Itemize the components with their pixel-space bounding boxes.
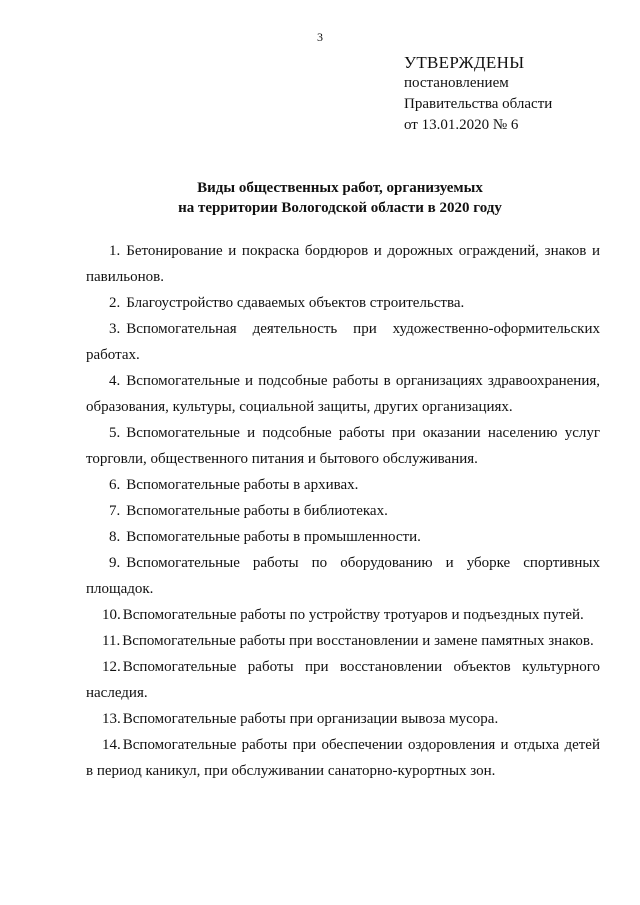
list-item (86, 524, 600, 550)
approval-line-3: от 13.01.2020 № 6 (404, 117, 519, 133)
list-item-number: 2. (109, 295, 121, 311)
approval-title: УТВЕРЖДЕНЫ (404, 53, 525, 72)
list-item (86, 290, 600, 316)
list-item-number: 13. (102, 711, 121, 727)
list-item-number: 6. (109, 477, 121, 493)
list-item (86, 550, 600, 602)
approval-line-1: постановлением (404, 75, 509, 91)
list-item-number: 9. (109, 555, 121, 571)
list-item-text: Бетонирование и покраска бордюров и дорожных ограждений, знаков и павильонов. (86, 243, 600, 285)
list-item-text: Вспомогательные работы в архивах. (126, 477, 359, 493)
list-item-text: Вспомогательные работы в промышленности. (126, 529, 421, 545)
list-item (86, 368, 600, 420)
list-item-text: Вспомогательные и подсобные работы при оказании населению услуг торговли, общественного питания и бытового обслуживания. (86, 425, 600, 467)
list-item-number: 10. (102, 607, 121, 623)
work-types-list (86, 238, 600, 784)
list-item-text: Вспомогательные работы при восстановлении и замене памятных знаков. (122, 633, 594, 649)
approval-line-2: Правительства области (404, 96, 553, 112)
list-item-text: Вспомогательные работы по устройству тротуаров и подъездных путей. (122, 607, 584, 623)
document-title (0, 178, 640, 218)
list-item-text: Вспомогательные работы в библиотеках. (126, 503, 388, 519)
list-item-text: Благоустройство сдаваемых объектов строительства. (126, 295, 465, 311)
list-item (86, 602, 600, 628)
list-item-text: Вспомогательная деятельность при художественно-оформительских работах. (86, 321, 600, 363)
list-item-number: 1. (109, 243, 121, 259)
list-item-text: Вспомогательные и подсобные работы в организациях здравоохранения, образования, культуры, социальной защиты, других организациях. (86, 373, 600, 415)
document-title-line-2: на территории Вологодской области в 2020 году (178, 200, 502, 216)
list-item-number: 3. (109, 321, 121, 337)
page-number: 3 (317, 30, 323, 44)
list-item-number: 12. (102, 659, 121, 675)
list-item-number: 4. (109, 373, 121, 389)
list-item (86, 238, 600, 290)
list-item (86, 628, 600, 654)
list-item-text: Вспомогательные работы по оборудованию и уборке спортивных площадок. (86, 555, 600, 597)
list-item (86, 732, 600, 784)
list-item-number: 14. (102, 737, 121, 753)
approval-block (404, 52, 552, 136)
list-item (86, 420, 600, 472)
list-item-text: Вспомогательные работы при восстановлении объектов культурного наследия. (86, 659, 600, 701)
list-item (86, 706, 600, 732)
list-item (86, 316, 600, 368)
list-item (86, 654, 600, 706)
list-item-text: Вспомогательные работы при обеспечении оздоровления и отдыха детей в период каникул, при обслуживании санаторно-курортных зон. (86, 737, 600, 779)
list-item-number: 5. (109, 425, 121, 441)
list-item-text: Вспомогательные работы при организации вывоза мусора. (122, 711, 499, 727)
list-item (86, 472, 600, 498)
document-title-line-1: Виды общественных работ, организуемых (197, 180, 483, 196)
list-item-number: 8. (109, 529, 121, 545)
list-item-number: 11. (102, 633, 121, 649)
list-item (86, 498, 600, 524)
list-item-number: 7. (109, 503, 121, 519)
